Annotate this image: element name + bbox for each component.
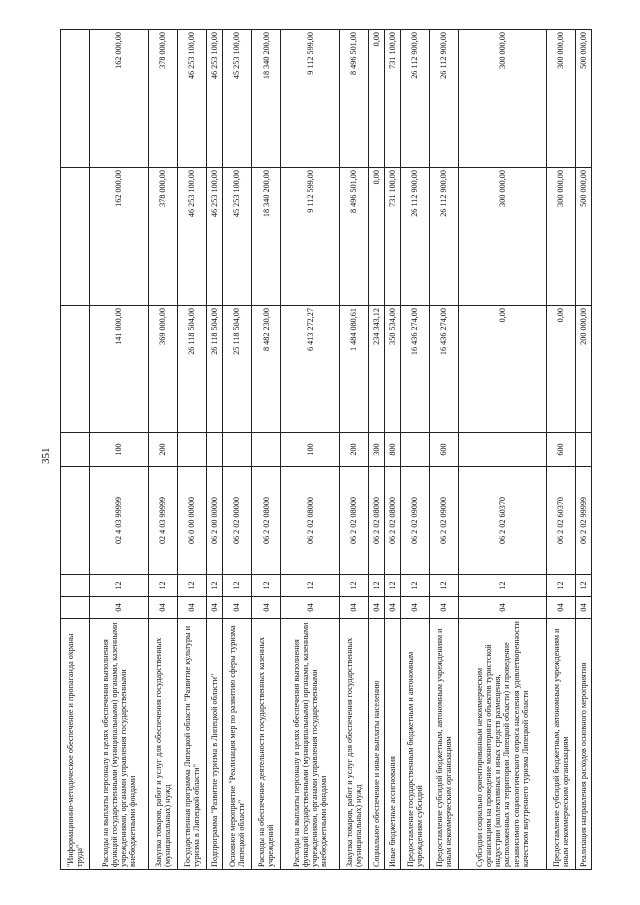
cell-name: Реализация направления расходов основного мероприятия (576, 619, 592, 870)
cell-vr (252, 433, 281, 467)
cell-v3: 9 112 599,00 (281, 30, 339, 168)
cell-v1: 350 534,00 (384, 306, 400, 433)
cell-v3: 0,00 (369, 30, 385, 168)
cell-v1: 369 000,00 (148, 306, 177, 433)
cell-name: Социальное обеспечение и иные выплаты населению (369, 619, 385, 870)
cell-csr: 06 0 00 00000 (177, 467, 206, 575)
cell-sec: 04 (90, 597, 148, 619)
cell-sec: 04 (252, 597, 281, 619)
cell-vr: 100 (90, 433, 148, 467)
cell-v1: 25 118 504,00 (222, 306, 251, 433)
cell-v1: 0,00 (459, 306, 547, 433)
cell-v3: 500 000,00 (576, 30, 592, 168)
table-row (429, 30, 458, 870)
cell-name: Расходы на выплаты персоналу в целях обеспечения выполнения функций государственными (муниципальными) органами, казенными учреждениями, органами управления государственными внебюджетными фондами (281, 619, 339, 870)
cell-vr (207, 433, 223, 467)
cell-v1: 16 436 274,00 (400, 306, 429, 433)
table-row (546, 30, 575, 870)
table-row (281, 30, 339, 870)
cell-name: Предоставление субсидий бюджетным, автономным учреждениям и иным некоммерческим организациям (429, 619, 458, 870)
cell-sec: 04 (148, 597, 177, 619)
cell-sub: 12 (400, 575, 429, 597)
cell-csr: 06 2 02 09000 (429, 467, 458, 575)
cell-v1: 6 413 272,27 (281, 306, 339, 433)
cell-sec: 04 (546, 597, 575, 619)
cell-v2: 26 112 900,00 (400, 168, 429, 306)
cell-sub: 12 (281, 575, 339, 597)
cell-sub: 12 (576, 575, 592, 597)
cell-v2: 46 253 100,00 (177, 168, 206, 306)
cell-vr (177, 433, 206, 467)
cell-name: Предоставление субсидий бюджетным, автономным учреждениям и иным некоммерческим организациям (546, 619, 575, 870)
cell-v2: 300 000,00 (546, 168, 575, 306)
cell-csr: 06 2 02 08000 (384, 467, 400, 575)
table-row (148, 30, 177, 870)
table-row (339, 30, 368, 870)
cell-csr: 06 2 02 99999 (576, 467, 592, 575)
table-row (459, 30, 547, 870)
cell-vr: 200 (148, 433, 177, 467)
table-row (222, 30, 251, 870)
cell-v2: 8 496 501,00 (339, 168, 368, 306)
cell-v3: 26 112 900,00 (429, 30, 458, 168)
cell-sec: 04 (177, 597, 206, 619)
page-number: 351 (40, 447, 52, 464)
cell-vr (576, 433, 592, 467)
cell-v2: 378 000,00 (148, 168, 177, 306)
cell-v3 (61, 30, 90, 168)
cell-csr: 06 2 02 08000 (281, 467, 339, 575)
cell-csr: 06 2 02 60370 (546, 467, 575, 575)
cell-sub: 12 (384, 575, 400, 597)
cell-v2: 9 112 599,00 (281, 168, 339, 306)
table-row (90, 30, 148, 870)
cell-csr: 06 2 02 08000 (252, 467, 281, 575)
cell-csr: 06 2 02 08000 (369, 467, 385, 575)
cell-sub: 12 (252, 575, 281, 597)
cell-name: Основное мероприятие "Реализация мер по развитию сферы туризма Липецкой области" (222, 619, 251, 870)
cell-v3: 18 340 200,00 (252, 30, 281, 168)
cell-vr (459, 433, 547, 467)
table-row (207, 30, 223, 870)
cell-v1: 8 482 230,00 (252, 306, 281, 433)
table-body (61, 30, 592, 870)
cell-sub: 12 (90, 575, 148, 597)
cell-vr: 600 (546, 433, 575, 467)
cell-v1: 234 343,12 (369, 306, 385, 433)
cell-sec (61, 597, 90, 619)
cell-sec: 04 (429, 597, 458, 619)
cell-v1: 16 436 274,00 (429, 306, 458, 433)
cell-v1: 26 118 504,00 (177, 306, 206, 433)
cell-v2 (61, 168, 90, 306)
cell-sec: 04 (222, 597, 251, 619)
cell-v2: 162 000,00 (90, 168, 148, 306)
cell-v1: 26 118 504,00 (207, 306, 223, 433)
cell-name: Подпрограмма "Развитие туризма в Липецкой области" (207, 619, 223, 870)
cell-v1: 141 000,00 (90, 306, 148, 433)
cell-v3: 46 253 100,00 (177, 30, 206, 168)
cell-v2: 45 253 100,00 (222, 168, 251, 306)
cell-sec: 04 (576, 597, 592, 619)
cell-name: Расходы на выплаты персоналу в целях обеспечения выполнения функций государственными (муниципальными) органами, казенными учреждениями, органами управления государственными внебюджетными фондами (90, 619, 148, 870)
cell-v3: 8 496 501,00 (339, 30, 368, 168)
cell-v2: 500 000,00 (576, 168, 592, 306)
cell-name: "Информационно-методическое обеспечение и пропаганда охраны труда" (61, 619, 90, 870)
table-row (61, 30, 90, 870)
cell-v3: 26 112 900,00 (400, 30, 429, 168)
cell-csr (61, 467, 90, 575)
cell-name: Закупка товаров, работ и услуг для обеспечения государственных (муниципальных) нужд (339, 619, 368, 870)
cell-name: Предоставление государственным бюджетным и автономным учреждениям субсидий (400, 619, 429, 870)
cell-vr: 100 (281, 433, 339, 467)
cell-vr: 600 (429, 433, 458, 467)
cell-v1: 0,00 (546, 306, 575, 433)
cell-vr (222, 433, 251, 467)
cell-sub: 12 (429, 575, 458, 597)
cell-name: Закупка товаров, работ и услуг для обеспечения государственных (муниципальных) нужд (148, 619, 177, 870)
cell-csr: 02 4 03 99999 (148, 467, 177, 575)
cell-sec: 04 (459, 597, 547, 619)
cell-v3: 45 253 100,00 (222, 30, 251, 168)
cell-vr (400, 433, 429, 467)
cell-sec: 04 (207, 597, 223, 619)
cell-sub: 12 (148, 575, 177, 597)
cell-sub: 12 (459, 575, 547, 597)
table-row (400, 30, 429, 870)
cell-sec: 04 (384, 597, 400, 619)
cell-vr: 800 (384, 433, 400, 467)
cell-v3: 731 100,00 (384, 30, 400, 168)
cell-v2: 18 340 200,00 (252, 168, 281, 306)
cell-vr: 300 (369, 433, 385, 467)
cell-csr: 06 2 00 00000 (207, 467, 223, 575)
cell-sec: 04 (281, 597, 339, 619)
budget-table (60, 29, 592, 870)
cell-sub: 12 (546, 575, 575, 597)
cell-v2: 26 112 900,00 (429, 168, 458, 306)
cell-v1 (61, 306, 90, 433)
cell-v2: 46 253 100,00 (207, 168, 223, 306)
cell-sec: 04 (339, 597, 368, 619)
cell-v2: 300 000,00 (459, 168, 547, 306)
table-row (576, 30, 592, 870)
table-row (252, 30, 281, 870)
cell-sub: 12 (369, 575, 385, 597)
cell-sec: 04 (369, 597, 385, 619)
cell-sub (61, 575, 90, 597)
table-row (177, 30, 206, 870)
cell-v3: 46 253 100,00 (207, 30, 223, 168)
cell-csr: 06 2 02 00000 (222, 467, 251, 575)
cell-v3: 300 000,00 (546, 30, 575, 168)
table-row (384, 30, 400, 870)
cell-csr: 02 4 03 99999 (90, 467, 148, 575)
cell-name: Расходы на обеспечение деятельности государственных казенных учреждений (252, 619, 281, 870)
cell-v3: 300 000,00 (459, 30, 547, 168)
cell-v1: 1 484 080,61 (339, 306, 368, 433)
cell-vr (61, 433, 90, 467)
table-row (369, 30, 385, 870)
cell-v2: 731 100,00 (384, 168, 400, 306)
cell-name: Государственная программа Липецкой области "Развитие культуры и туризма в Липецкой области" (177, 619, 206, 870)
cell-csr: 06 2 02 08000 (339, 467, 368, 575)
cell-v2: 0,00 (369, 168, 385, 306)
cell-sub: 12 (177, 575, 206, 597)
cell-csr: 06 2 02 60370 (459, 467, 547, 575)
cell-vr: 200 (339, 433, 368, 467)
cell-sub: 12 (222, 575, 251, 597)
cell-v3: 378 000,00 (148, 30, 177, 168)
cell-csr: 06 2 02 09000 (400, 467, 429, 575)
cell-v1: 200 000,00 (576, 306, 592, 433)
cell-sub: 12 (207, 575, 223, 597)
cell-name: Иные бюджетные ассигнования (384, 619, 400, 870)
cell-name: Субсидии социально ориентированным некоммерческим организациям на проведение мониторинга объектов туристской индустрии (коллективных и иных средств размещения, расположенных на территории Липецкой области) и проведение независимого социологического опроса населения удовлетворенности качеством внутреннего туризма Липецкой области (459, 619, 547, 870)
cell-sec: 04 (400, 597, 429, 619)
cell-v3: 162 000,00 (90, 30, 148, 168)
rotated-budget-table (60, 30, 592, 870)
cell-sub: 12 (339, 575, 368, 597)
